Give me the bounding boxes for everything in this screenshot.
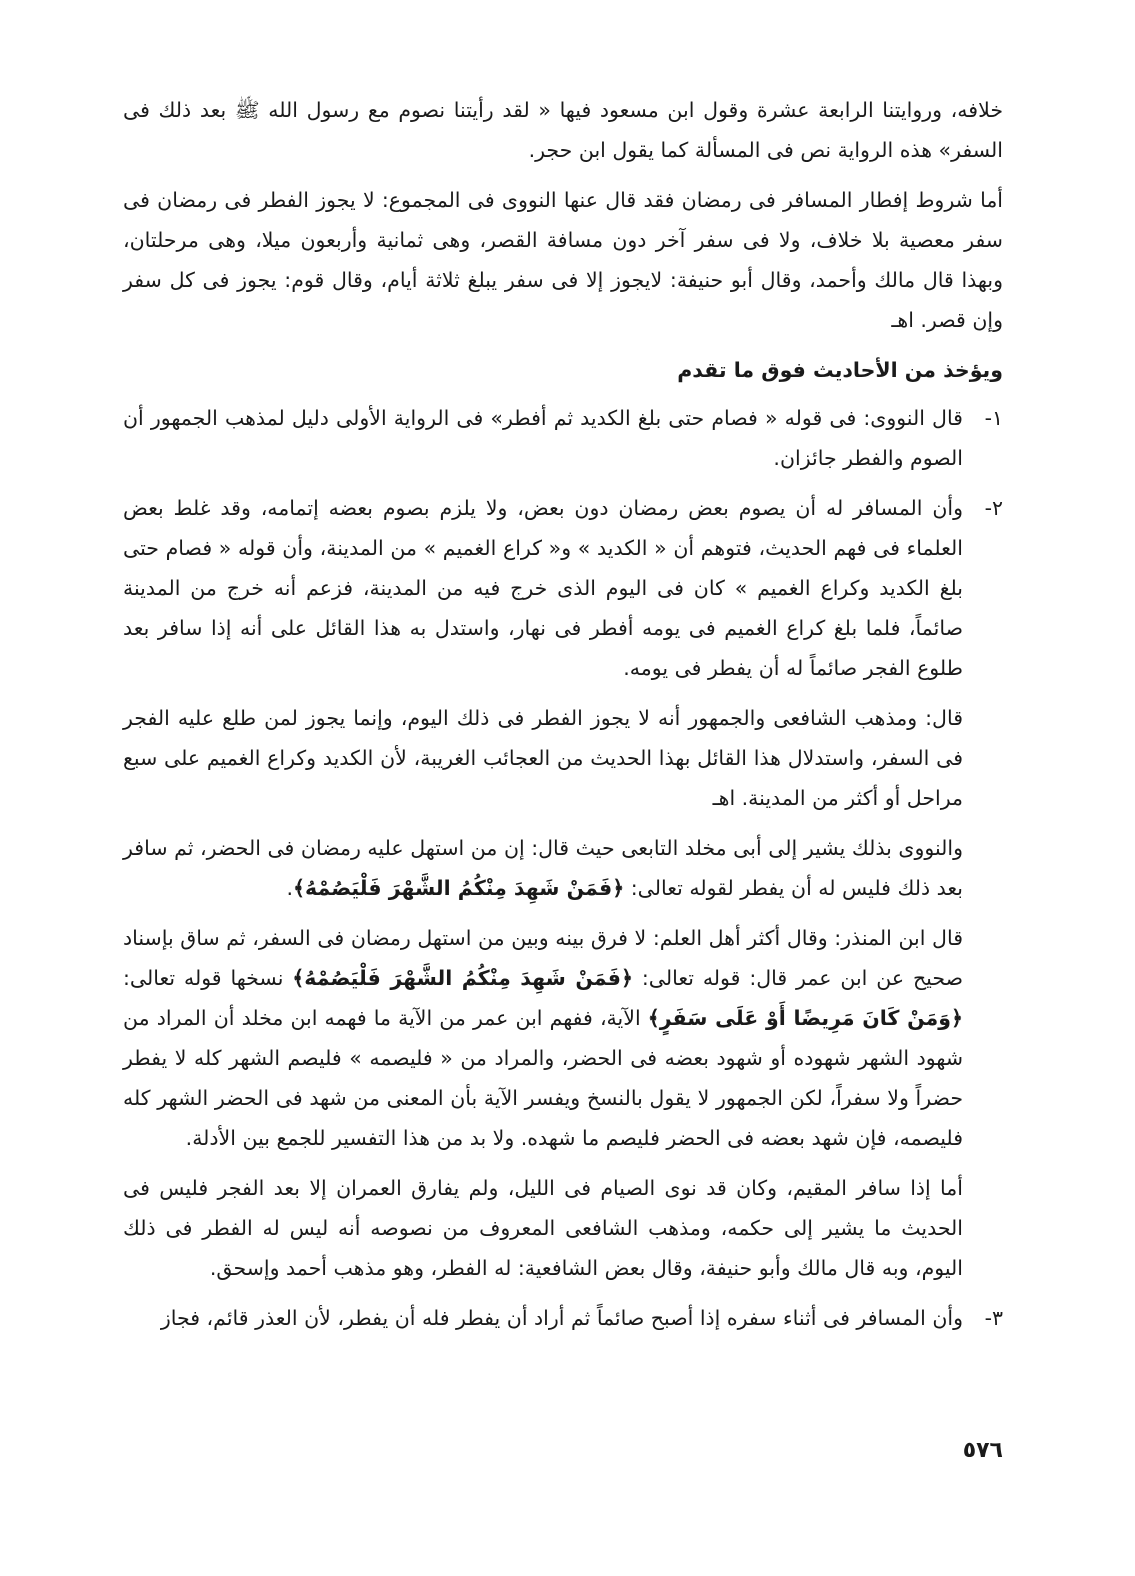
list-item-2-continued [123, 698, 1003, 1288]
list-item-3-text: وأن المسافر فى أثناء سفره إذا أصبح صائماً ثم أراد أن يفطر فله أن يفطر، لأن العذر قائم، فجاز [160, 1306, 963, 1330]
list-item-3-number: ٣- [984, 1306, 1003, 1330]
paragraph-conditions: أما شروط إفطار المسافر فى رمضان فقد قال عنها النووى فى المجموع: لا يجوز الفطر فى رمضان فى سفر معصية بلا خلاف، ولا فى سفر آخر دون مسافة القصر، وهى ثمانية وأربعون ميلا، وهى مرحلتان، وبهذا قال مالك وأحمد، وقال أبو حنيفة: لايجوز إلا فى سفر يبلغ ثلاثة أيام، وقال قوم: يجوز فى كل سفر وإن قصر. اهـ [123, 188, 1003, 332]
paragraph-abu-mikhlad [123, 828, 963, 908]
section-heading: ويؤخذ من الأحاديث فوق ما تقدم [677, 358, 1003, 382]
quran-verse-1: ﴿فَمَنْ شَهِدَ مِنْكُمُ الشَّهْرَ فَلْيَصُمْهُ﴾ [293, 876, 625, 900]
list-item-1 [123, 398, 1003, 478]
list-item-2 [123, 488, 1003, 688]
page-number: ٥٧٦ [962, 1438, 1003, 1463]
ibn-almundhir-text-a: قال ابن المنذر: وقال أكثر أهل العلم: لا فرق بينه وبين من استهل رمضان فى السفر، ثم ساق بإسناد صحيح عن ابن عمر قال: قوله تعالى: [123, 926, 964, 990]
ibn-almundhir-text-c: الآية، ففهم ابن عمر من الآية ما فهمه ابن مخلد أن المراد من شهود الشهر شهوده أو شهود بعضه فى الحضر، والمراد من « فليصمه » فليصم الشهر كله لا يفطر حضراً ولا سفراً، لكن الجمهور لا يقول بالنسخ ويفسر الآية بأن المعنى من شهد فى الحضر الشهر كله فليصمه، فإن شهد بعضه فى الحضر فليصم ما شهده. ولا بد من هذا التفسير للجمع بين الأدلة. [123, 1006, 963, 1150]
ibn-almundhir-text-b: نسخها قوله تعالى: [123, 966, 293, 990]
abu-mikhlad-text: والنووى بذلك يشير إلى أبى مخلد التابعى حيث قال: إن من استهل عليه رمضان فى الحضر، ثم سافر بعد ذلك فليس له أن يفطر لقوله تعالى: [123, 836, 963, 900]
list-item-1-text: قال النووى: فى قوله « فصام حتى بلغ الكديد ثم أفطر» فى الرواية الأولى دليل لمذهب الجمهور أن الصوم والفطر جائزان. [123, 406, 963, 470]
paragraph-shafii-view: قال: ومذهب الشافعى والجمهور أنه لا يجوز الفطر فى ذلك اليوم، وإنما يجوز لمن طلع عليه الفجر فى السفر، واستدلال هذا القائل بهذا الحديث من العجائب الغريبة، لأن الكديد وكراع الغميم على سبع مراحل أو أكثر من المدينة. اهـ [123, 706, 963, 810]
quran-verse-2: ﴿فَمَنْ شَهِدَ مِنْكُمُ الشَّهْرَ فَلْيَصُمْهُ﴾ [292, 966, 633, 990]
paragraph-ibn-almundhir [123, 918, 963, 1158]
list-item-2-number: ٢- [984, 496, 1003, 520]
page-body [123, 90, 1003, 1348]
paragraph-resident-travel: أما إذا سافر المقيم، وكان قد نوى الصيام فى الليل، ولم يفارق العمران إلا بعد الفجر فليس فى الحديث ما يشير إلى حكمه، ومذهب الشافعى المعروف من نصوصه أنه ليس له الفطر فى ذلك اليوم، وبه قال مالك وأبو حنيفة، وقال بعض الشافعية: له الفطر، وهو مذهب أحمد وإسحق. [123, 1176, 963, 1280]
list-item-3 [123, 1298, 1003, 1338]
quran-verse-3: ﴿وَمَنْ كَانَ مَرِيضًا أَوْ عَلَى سَفَرٍ﴾ [647, 1006, 963, 1030]
list-item-2-text: وأن المسافر له أن يصوم بعض رمضان دون بعض، ولا يلزم بصوم بعضه إتمامه، وقد غلط بعض العلماء فى فهم الحديث، فتوهم أن « الكديد » و« كراع الغميم » من المدينة، وأن قوله « فصام حتى بلغ الكديد وكراع الغميم » كان فى اليوم الذى خرج فيه من المدينة، فزعم أنه خرج من المدينة صائماً، فلما بلغ كراع الغميم فى يومه أفطر فى نهار، واستدل به هذا القائل على أنه إذا سافر بعد طلوع الفجر صائماً له أن يفطر فى يومه. [123, 496, 963, 680]
paragraph-intro: خلافه، وروايتنا الرابعة عشرة وقول ابن مسعود فيها « لقد رأيتنا نصوم مع رسول الله ﷺ بعد ذلك فى السفر» هذه الرواية نص فى المسألة كما يقول ابن حجر. [123, 98, 1003, 162]
list-item-1-number: ١- [984, 406, 1003, 430]
abu-mikhlad-end: . [286, 876, 294, 900]
